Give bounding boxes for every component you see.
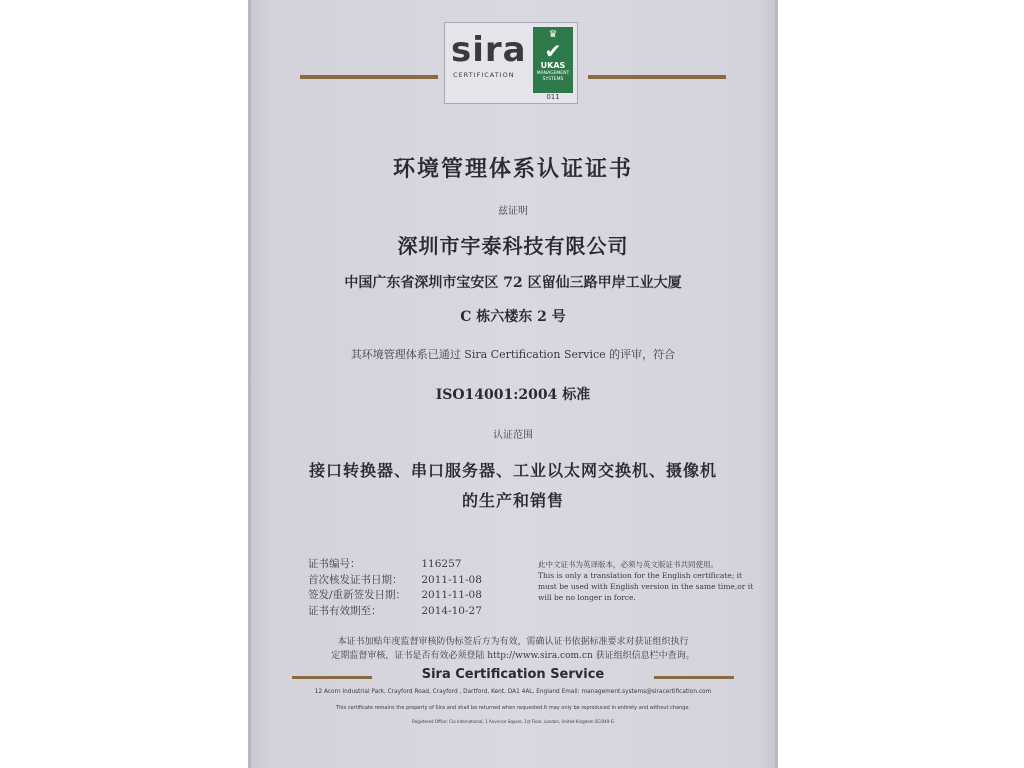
detail-label: 证书编号： [308, 558, 361, 570]
detail-value: 2014-10-27 [421, 604, 482, 617]
detail-value: 2011-11-08 [421, 589, 482, 601]
certification-logo [444, 22, 578, 104]
ukas-subtitle: MANAGEMENT SYSTEMS [536, 71, 570, 82]
certificate-details [308, 556, 482, 618]
certify-prefix: 兹证明 [498, 206, 528, 217]
header-rule-left [300, 75, 438, 79]
translation-note-line: 此中文证书为英译版本，必须与英文版证书共同使用。 [538, 560, 718, 569]
detail-row [308, 556, 482, 572]
sira-logo-text: sira [451, 30, 527, 70]
translation-note-line: This is only a translation for the English certificate; it [538, 571, 743, 580]
certificate-title: 环境管理体系认证证书 [392, 156, 633, 182]
ukas-name: UKAS [540, 61, 566, 70]
detail-value: 2011-11-08 [421, 573, 482, 586]
address-line-1: 中国广东省深圳市宝安区 72 区留仙三路甲岸工业大厦 [344, 275, 682, 291]
detail-label: 首次核发证书日期： [308, 573, 403, 586]
crown-icon: ♛ [548, 29, 558, 40]
detail-label: 证书有效期至： [308, 604, 382, 617]
translation-note [538, 559, 754, 603]
address-line-2: C 栋六楼东 2 号 [460, 309, 566, 325]
property-note: This certificate remains the property of Sira and shall be returned when requested.It may only be reproduced in entirety and without change. [335, 705, 691, 711]
ukas-number: 011 [546, 93, 560, 101]
checkmark-icon: ✔ [544, 39, 562, 63]
translation-note-line: must be used with English version in the same time,or it [538, 582, 754, 591]
detail-label: 签发/重新签发日期： [308, 589, 407, 601]
sira-logo-subtitle: CERTIFICATION [453, 71, 515, 79]
registered-office: Registered Office: C/o International, 1 Anverice Square, 1st Floor, London, United Kingdom SC/049-G [412, 719, 614, 724]
detail-row [308, 603, 482, 619]
scope-label: 认证范围 [493, 430, 533, 441]
scope-line-1: 接口转换器、串口服务器、工业以太网交换机、摄像机 [308, 461, 717, 480]
detail-row [308, 572, 482, 588]
detail-value: 116257 [421, 558, 462, 570]
header-rule-right [588, 75, 726, 79]
validity-note-line-2: 定期监督审核，证书是否有效必须登陆 http://www.sira.com.cn 获证组织信息栏中查询。 [331, 651, 695, 661]
scope-line-2: 的生产和销售 [461, 491, 564, 510]
ukas-badge [533, 27, 573, 93]
translation-note-line: will be no longer in force. [538, 593, 636, 602]
company-name: 深圳市宇泰科技有限公司 [397, 234, 629, 258]
service-address: 12 Acorn Industrial Park, Crayford Road, Crayford , Dartford, Kent, DA1 4AL, England Email: management.systems@siracertification.com [314, 689, 712, 695]
certificate-page [248, 0, 778, 768]
validity-note-line-1: 本证书加贴年度监督审核防伪标签后方为有效，需确认证书依据标准要求对获证组织执行 [337, 637, 689, 647]
standard-name: ISO14001:2004 标准 [435, 387, 591, 403]
detail-row [308, 587, 482, 603]
assessment-text: 其环境管理体系已通过 Sira Certification Service 的评审，符合 [350, 348, 676, 361]
service-name: Sira Certification Service [421, 667, 605, 682]
